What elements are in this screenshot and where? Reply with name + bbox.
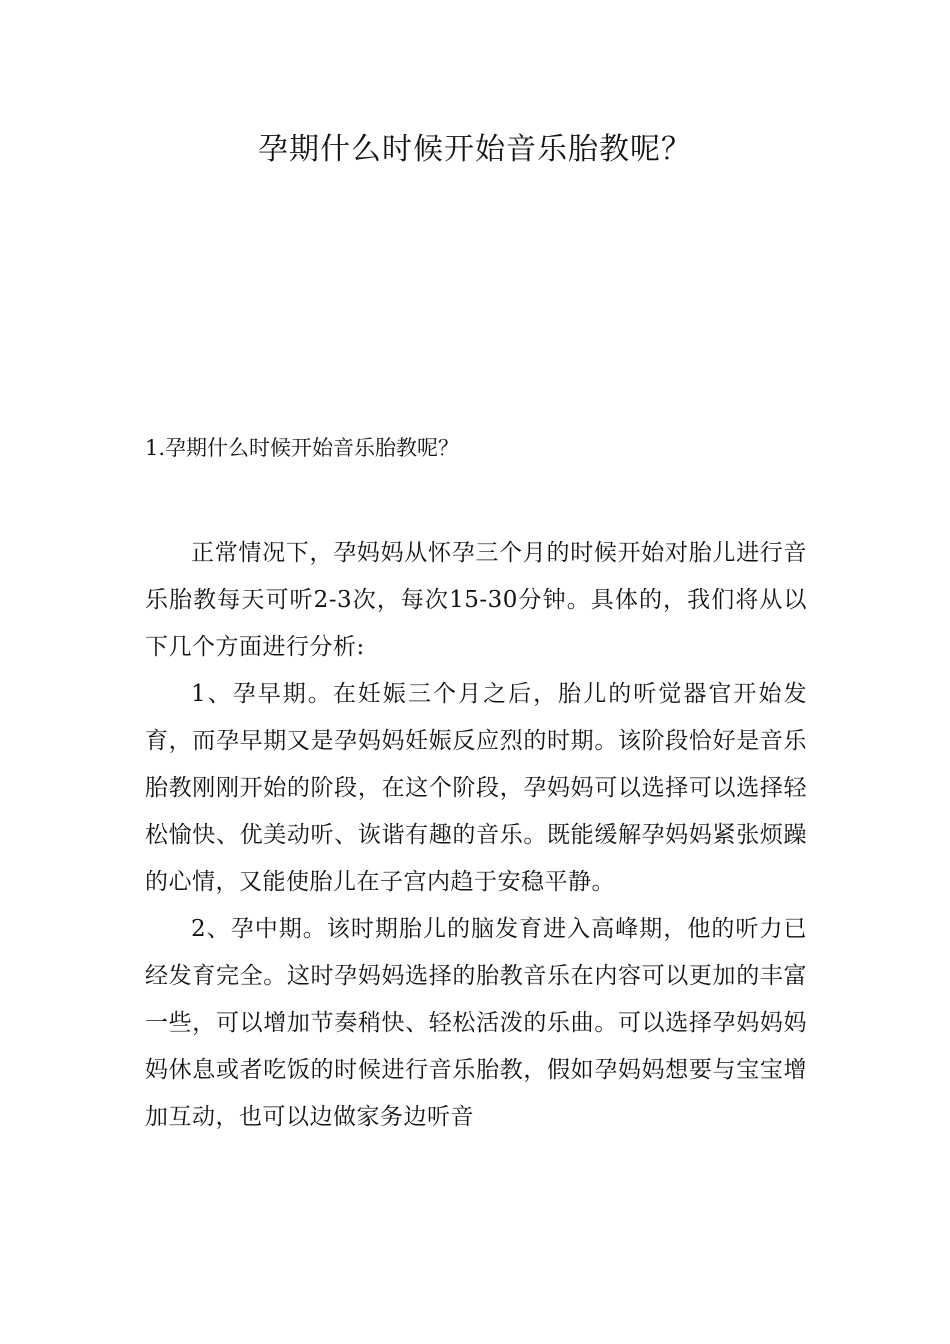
paragraph-intro: 正常情况下，孕妈妈从怀孕三个月的时候开始对胎儿进行音乐胎教每天可听2-3次，每次15-30分钟。具体的，我们将从以下几个方面进行分析:: [145, 540, 807, 660]
document-title: 孕期什么时候开始音乐胎教呢？: [258, 132, 692, 167]
paragraph-early-pregnancy: 1、孕早期。在妊娠三个月之后，胎儿的听觉器官开始发育，而孕早期又是孕妈妈妊娠反应烈的时期。该阶段恰好是音乐胎教刚刚开始的阶段，在这个阶段，孕妈妈可以选择可以选择轻松愉快、优美动听、诙谐有趣的音乐。既能缓解孕妈妈紧张烦躁的心情，又能使胎儿在子宫内趋于安稳平静。: [145, 681, 807, 895]
section-heading: 1.孕期什么时候开始音乐胎教呢？: [145, 436, 460, 460]
paragraph-mid-pregnancy: 2、孕中期。该时期胎儿的脑发育进入高峰期，他的听力已经发育完全。这时孕妈妈选择的胎教音乐在内容可以更加的丰富一些，可以增加节奏稍快、轻松活泼的乐曲。可以选择孕妈妈妈妈休息或者吃饭的时候进行音乐胎教，假如孕妈妈想要与宝宝增加互动，也可以边做家务边听音: [145, 916, 807, 1130]
document-body: [145, 530, 807, 1141]
